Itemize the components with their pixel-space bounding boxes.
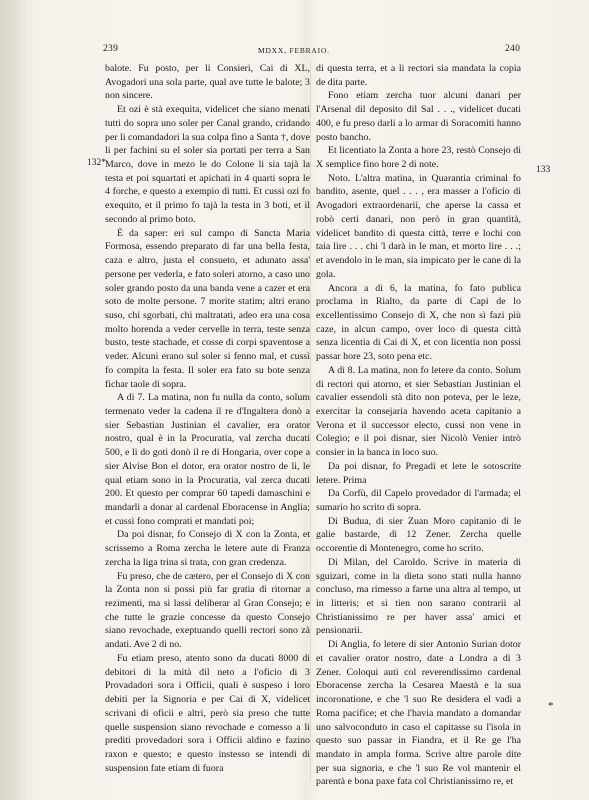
- paragraph: A dì 8. La matina, non fo letere da conto. Solum di rectori qui atorno, et sier Sebastian Justinian el cavalier essendoli stà dito non poteva, per le leze, exercitar la consejaria havendo aceta capitanio a Verona et il successor electo, cussì non vene in Colegio; e il poi disnar, sier Nicolò Venier intrò consier in la banca in loco suo.: [316, 364, 521, 459]
- paragraph: Da poi disnar, fo Consejo di X con la Zonta, et scrissemo a Roma zercha le letere aute di Franza zercha la liga trina sì trata, con gran credenza.: [105, 529, 310, 568]
- paragraph: A dì 7. La matina, non fu nulla da conto, solum termenato veder la cadena il re d'Ingaltera donò a sier Sebastian Justinian el cavalier, era orator nostro, qual è in la Procuratia, val zercha ducati 500, e li do goti donò il re di Hongaria, over cope a sier Alvise Bon el dotor, era orator nostro de li, le qual etiam sono in la Procuratia, val zerca ducati 200. Et questo per comprar 60 tapedi damaschini e mandarli a donar al cardenal Eboracense in Anglia; et cussì fono comprati et mandati poi;: [105, 392, 310, 527]
- paragraph: Ancora a dì 6, la matina, fo fato publica proclama in Rialto, da parte di Capi de lo excellentissimo Consejo di X, che non sì fazi più caze, in alcun campo, over loco di questa città senza licentia di Cai di X, et con licentia non possi passar hore 23, soto pena etc.: [316, 282, 521, 363]
- page-number-left: 239: [103, 44, 119, 54]
- left-text-column: [105, 62, 310, 775]
- paragraph: Fu etiam preso, atento sono da ducati 8000 di debitori di la mità dil neto a l'oficio di 3 Provadadori sora i Officii, quali è suspeso i loro debiti per la Signoria e per Cai di X, videlicet scrivani di oficii e altri, però sia preso che tutte quelle suspension siano revochade e comesso a li prediti provedadori sora i Officii aldino e fazino raxon e questo; e questo instesso se intendi di suspension fate etiam di fuora: [105, 652, 310, 774]
- paragraph: Fu preso, che de cætero, per el Consejo di X con la Zonta non si possi più far gratia di ritornar a rezimenti, ma si lassi deliberar al Gran Consejo; e che tutte le grazie concesse da questo Consejo siano revochade, exeptuando quelli rectori sono zà andati. Ave 2 di no.: [105, 570, 310, 651]
- paragraph: Fono etiam zercha tuor alcuni danari per l'Arsenal dil deposito dil Sal . . ., videlicet ducati 400, e fu preso darli a lo armar di Soracomiti hanno posto bancho.: [316, 90, 521, 143]
- running-header: MDXX, FEBRAIO.: [258, 46, 330, 55]
- right-text-column: [316, 62, 521, 789]
- paragraph: Di Milan, del Caroldo. Scrive in materia di sguizari, come in la dieta sono stati nulla hanno concluso, ma rimesso a farne una altra al tempo, ut in litteris; et si tien non sarano contrarii al Christianissimo re per haver assa' amici et pensionarii.: [316, 556, 521, 637]
- paragraph: Di Budua, di sier Zuan Moro capitanio di le galie bastarde, dì 12 Zener. Zercha quelle occorentie di Montenegro, come ho scrito.: [316, 515, 521, 555]
- paragraph: Da poi disnar, fo Pregadi et lete le sotoscrite letere. Prima: [316, 460, 521, 486]
- paragraph: È da saper: eri sul campo di Sancta Maria Formosa, essendo preparato di far una bella festa, caza e altro, justa el consueto, et adunato assa' persone per vederla, e fato soleri atorno, a caso uno soler grando posto da una banda vene a cazer et era soto de molte persone. 7 morite statim; altri erano suso, chi sgorbati, chi maltratati, adeo era una cosa molto horenda a veder cervelle in terra, teste senza busto, teste stachade, et cosse di corpi spaventose a veder. Alcuni erano sul soler si fenno mal, et cussì fo compita la festa. Il soler era fato su bote senza fichar taole di sopra.: [105, 227, 310, 390]
- binding-shadow: [0, 0, 26, 800]
- page-number-right: 240: [505, 44, 521, 54]
- paragraph: Et licentiato la Zonta a hore 23, restò Consejo di X semplice fino hore 2 di note.: [316, 145, 521, 171]
- margin-number-right: 133: [536, 165, 551, 175]
- paragraph: Et ozi è stà exequita, videlicet che siano menati tutti do sopra uno soler per Canal grando, cridando per li comandadori la sua colpa fino a Santa †, dove li per fachini su el soler sia portati per terra a San Marco, dove in mezo le do Colone li sia tajà la testa et poi squartati et apichati in 4 quarti sopra le 4 forche, e questo a exempio di tutti. Et cussì ozi fo exequito, et il primo fo tajà la testa in 3 boti, et il secondo al primo boto.: [105, 104, 310, 225]
- column-gutter: [310, 62, 311, 782]
- margin-number-left: 132*: [87, 158, 106, 168]
- paragraph: Di Anglia, fo letere di sier Antonio Surian dotor et cavalier orator nostro, date a Londra a dì 3 Zener. Coloqui auti col reverendissimo cardenal Eboracense zercha la Cesarea Maestà e la sua incoronatione, e che 'l suo Re desidera el vadi a Roma pacifice; et che l'havia mandato a domandar uno salvoconduto in caso el capitasse su l'isola in questo suo passar in Fiandra, et il Re ge l'ha mandato in ampla forma. Scrive altre parole dite per sua signoria, e che 'l suo Re vol mantenir el parentà e bona paxe fata col Christianissimo re, et: [316, 639, 521, 788]
- paragraph: Noto. L'altra matina, in Quarantia criminal fo bandito, asente, quel . . . , era masser a l'oficio di Avogadori extraordenarii, che aperse la cassa et robò certi danari, non però in gran quantità, videlicet bandito di questa città, terre e lochi con taia lire . . . chi 'l darà in le man, et morto lire . . .; et avendolo in le man, sia impicato per le cane di la gola.: [316, 172, 521, 280]
- paragraph: balote. Fu posto, per li Consieri, Cai di XL, Avogadori una sola parte, qual ave tutte le balote; 3 non sincere.: [105, 63, 310, 102]
- paragraph: Da Corfù, dil Capelo provedador di l'armada; el sumario ho scrito di sopra.: [316, 488, 521, 513]
- paragraph: di questa terra, et a li rectori sia mandata la copia de dita parte.: [316, 63, 521, 88]
- margin-mark: *: [548, 700, 554, 712]
